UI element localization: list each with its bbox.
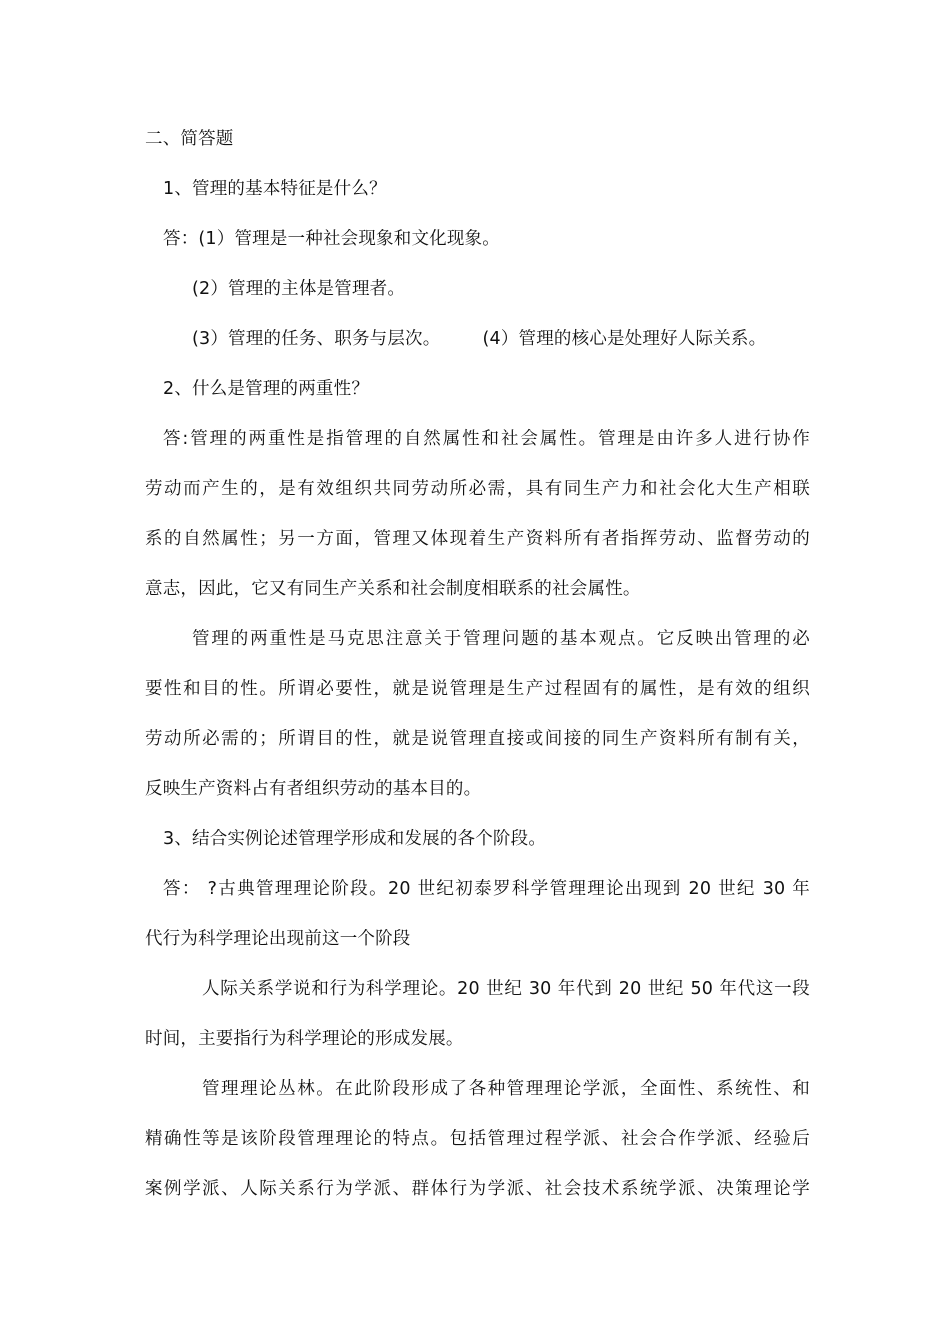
answer-1-item-4: (4）管理的核心是处理好人际关系。 (482, 329, 767, 349)
answer-3-para-2-line-1: 人际关系学说和行为科学理论。20 世纪 30 年代到 20 世纪 50 年代这一段 (202, 979, 810, 999)
answer-2-para-1-line-2: 劳动而产生的，是有效组织共同劳动所必需，具有同生产力和社会化大生产相联 (145, 479, 810, 499)
answer-3-para-3-line-2: 精确性等是该阶段管理理论的特点。包括管理过程学派、社会合作学派、经验后 (145, 1129, 810, 1149)
answer-2-para-1-line-3: 系的自然属性；另一方面，管理又体现着生产资料所有者指挥劳动、监督劳动的 (145, 529, 810, 549)
answer-2-para-1-line-1: 答:管理的两重性是指管理的自然属性和社会属性。管理是由许多人进行协作 (163, 429, 810, 449)
question-3: 3、结合实例论述管理学形成和发展的各个阶段。 (163, 829, 547, 849)
answer-2-para-2-line-1: 管理的两重性是马克思注意关于管理问题的基本观点。它反映出管理的必 (192, 629, 810, 649)
answer-1-line-1: 答：(1）管理是一种社会现象和文化现象。 (163, 229, 500, 249)
answer-3-para-1-line-1: 答： ?古典管理理论阶段。20 世纪初泰罗科学管理理论出现到 20 世纪 30 年 (163, 879, 810, 899)
answer-1-line-2: (2）管理的主体是管理者。 (192, 279, 406, 299)
answer-2-para-2-line-3: 劳动所必需的；所谓目的性，就是说管理直接或间接的同生产资料所有制有关， (145, 729, 810, 749)
answer-2-para-2-line-4: 反映生产资料占有者组织劳动的基本目的。 (145, 779, 482, 799)
section-title: 二、简答题 (145, 129, 234, 149)
question-2: 2、什么是管理的两重性？ (163, 379, 370, 399)
answer-3-para-3-line-1: 管理理论丛林。在此阶段形成了各种管理理论学派，全面性、系统性、和 (202, 1079, 810, 1099)
answer-1-item-3: (3）管理的任务、职务与层次。 (192, 329, 441, 349)
answer-3-para-1-line-2: 代行为科学理论出现前这一个阶段 (145, 929, 411, 949)
answer-2-para-2-line-2: 要性和目的性。所谓必要性，就是说管理是生产过程固有的属性，是有效的组织 (145, 679, 810, 699)
answer-3-para-3-line-3: 案例学派、人际关系行为学派、群体行为学派、社会技术系统学派、决策理论学 (145, 1179, 810, 1199)
question-1: 1、管理的基本特征是什么？ (163, 179, 387, 199)
answer-2-para-1-line-4: 意志，因此，它又有同生产关系和社会制度相联系的社会属性。 (145, 579, 641, 599)
answer-1-line-3 (192, 328, 810, 350)
answer-3-para-2-line-2: 时间，主要指行为科学理论的形成发展。 (145, 1029, 464, 1049)
